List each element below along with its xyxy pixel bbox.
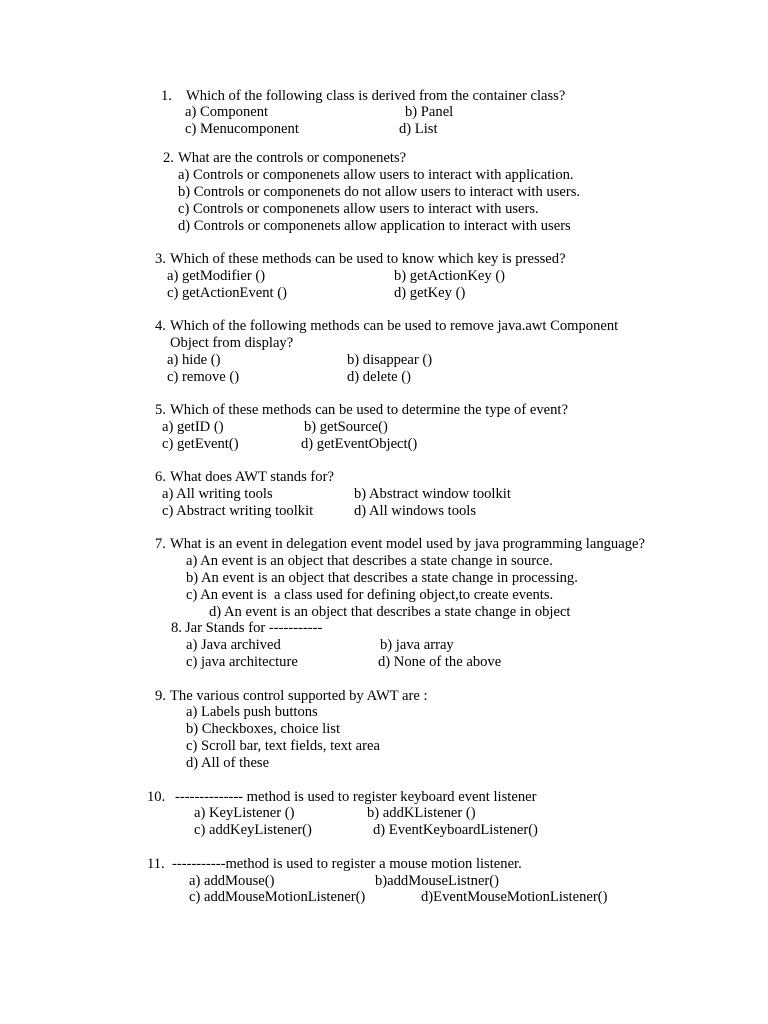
question-3-option-b: b) getActionKey () <box>394 268 506 284</box>
question-4-text-continued: Object from display? <box>170 335 294 351</box>
question-3-option-c: c) getActionEvent () <box>167 285 287 301</box>
question-9-option-b: b) Checkboxes, choice list <box>186 721 341 737</box>
question-8-option-d: d) None of the above <box>378 654 502 670</box>
question-3-option-d: d) getKey () <box>394 285 466 301</box>
question-1-option-c: c) Menucomponent <box>185 121 299 137</box>
question-8-option-c: c) java architecture <box>186 654 298 670</box>
question-7-number: 7. <box>155 536 166 552</box>
question-6-option-b: b) Abstract window toolkit <box>354 486 511 502</box>
question-7-option-c: c) An event is a class used for defining object,to create events. <box>186 587 554 603</box>
question-5-text: Which of these methods can be used to determine the type of event? <box>170 402 568 418</box>
question-11-option-d: d)EventMouseMotionListener() <box>421 889 608 905</box>
question-2-number: 2. <box>163 150 174 166</box>
question-6-option-c: c) Abstract writing toolkit <box>162 503 314 519</box>
question-10-option-c: c) addKeyListener() <box>194 822 312 838</box>
question-6-option-a: a) All writing tools <box>162 486 273 502</box>
question-5-number: 5. <box>155 402 166 418</box>
question-4-text: Which of the following methods can be used to remove java.awt Component <box>170 318 619 334</box>
question-2-option-d: d) Controls or componenets allow application to interact with users <box>178 218 571 234</box>
question-2-option-c: c) Controls or componenets allow users to interact with users. <box>178 201 539 217</box>
question-1-option-b: b) Panel <box>405 104 454 120</box>
question-2-text: What are the controls or componenets? <box>178 150 407 166</box>
question-2-option-b: b) Controls or componenets do not allow users to interact with users. <box>178 184 581 200</box>
question-6-number: 6. <box>155 469 166 485</box>
question-7-text: What is an event in delegation event model used by java programming language? <box>170 536 645 552</box>
question-7-option-b: b) An event is an object that describes a state change in processing. <box>186 570 578 586</box>
question-5-option-d: d) getEventObject() <box>301 436 418 452</box>
question-4-option-c: c) remove () <box>167 369 240 385</box>
question-11-number: 11. <box>147 856 165 872</box>
question-9-option-d: d) All of these <box>186 755 270 771</box>
question-10-number: 10. <box>147 789 166 805</box>
question-11-option-c: c) addMouseMotionListener() <box>189 889 366 905</box>
question-11-option-a: a) addMouse() <box>189 873 275 889</box>
question-1-text: Which of the following class is derived from the container class? <box>186 88 566 104</box>
question-6-text: What does AWT stands for? <box>170 469 334 485</box>
question-11-option-b: b)addMouseListner() <box>375 873 500 889</box>
question-9-text: The various control supported by AWT are : <box>170 688 428 704</box>
question-3-number: 3. <box>155 251 166 267</box>
question-5-option-c: c) getEvent() <box>162 436 239 452</box>
question-2-option-a: a) Controls or componenets allow users to interact with application. <box>178 167 574 183</box>
question-7-option-a: a) An event is an object that describes a state change in source. <box>186 553 553 569</box>
question-4-number: 4. <box>155 318 166 334</box>
question-8-number: 8. <box>171 620 182 636</box>
question-8-option-b: b) java array <box>380 637 454 653</box>
question-9-number: 9. <box>155 688 166 704</box>
question-3-option-a: a) getModifier () <box>167 268 266 284</box>
question-4-option-a: a) hide () <box>167 352 221 368</box>
question-5-option-a: a) getID () <box>162 419 224 435</box>
question-8-text: Jar Stands for ----------- <box>185 620 323 636</box>
question-11-text: -----------method is used to register a mouse motion listener. <box>172 856 522 872</box>
question-4-option-b: b) disappear () <box>347 352 433 368</box>
question-4-option-d: d) delete () <box>347 369 412 385</box>
question-9-option-c: c) Scroll bar, text fields, text area <box>186 738 380 754</box>
question-5-option-b: b) getSource() <box>304 419 388 435</box>
question-6-option-d: d) All windows tools <box>354 503 477 519</box>
question-1-number: 1. <box>161 88 172 104</box>
question-7-option-d: d) An event is an object that describes a state change in object <box>209 604 571 620</box>
question-1-option-d: d) List <box>399 121 438 137</box>
question-8-option-a: a) Java archived <box>186 637 281 653</box>
question-10-option-a: a) KeyListener () <box>194 805 295 821</box>
question-10-text: -------------- method is used to register keyboard event listener <box>175 789 537 805</box>
question-9-option-a: a) Labels push buttons <box>186 704 318 720</box>
question-10-option-b: b) addKListener () <box>367 805 476 821</box>
question-1-option-a: a) Component <box>185 104 269 120</box>
question-10-option-d: d) EventKeyboardListener() <box>373 822 538 838</box>
question-3-text: Which of these methods can be used to know which key is pressed? <box>170 251 566 267</box>
